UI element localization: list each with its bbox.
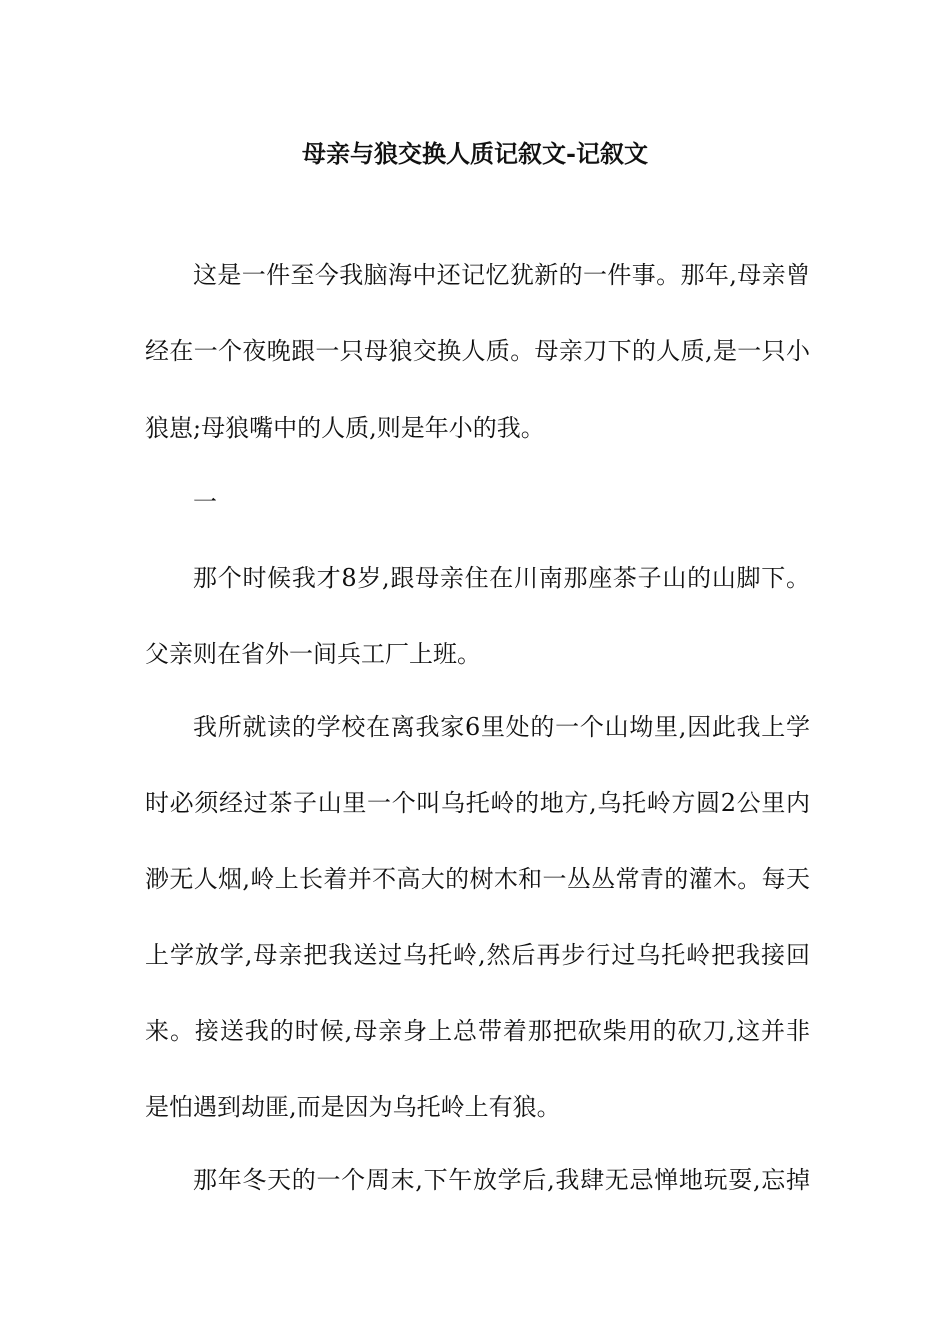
text-line-12: 是怕遇到劫匪,而是因为乌托岭上有狼。 [145,1093,561,1121]
section-heading: 一 [193,488,217,516]
text-line-13: 那年冬天的一个周末,下午放学后,我肆无忌惮地玩耍,忘掉 [193,1166,810,1194]
text-line-9: 渺无人烟,岭上长着并不高大的树木和一丛丛常青的灌木。每天 [145,865,810,893]
text-line-11: 来。接送我的时候,母亲身上总带着那把砍柴用的砍刀,这并非 [145,1017,810,1045]
text-line-5: 那个时候我才8岁,跟母亲住在川南那座茶子山的山脚下。 [193,564,810,592]
text-line-6: 父亲则在省外一间兵工厂上班。 [145,640,481,668]
text-line-8: 时必须经过茶子山里一个叫乌托岭的地方,乌托岭方圆2公里内 [145,789,810,817]
text-line-3: 狼崽;母狼嘴中的人质,则是年小的我。 [145,414,545,442]
text-line-7: 我所就读的学校在离我家6里处的一个山坳里,因此我上学 [193,713,810,741]
text-line-1: 这是一件至今我脑海中还记忆犹新的一件事。那年,母亲曾 [193,261,810,289]
text-line-2: 经在一个夜晚跟一只母狼交换人质。母亲刀下的人质,是一只小 [145,337,810,365]
document-title: 母亲与狼交换人质记叙文-记叙文 [302,139,648,168]
text-line-10: 上学放学,母亲把我送过乌托岭,然后再步行过乌托岭把我接回 [145,941,810,969]
